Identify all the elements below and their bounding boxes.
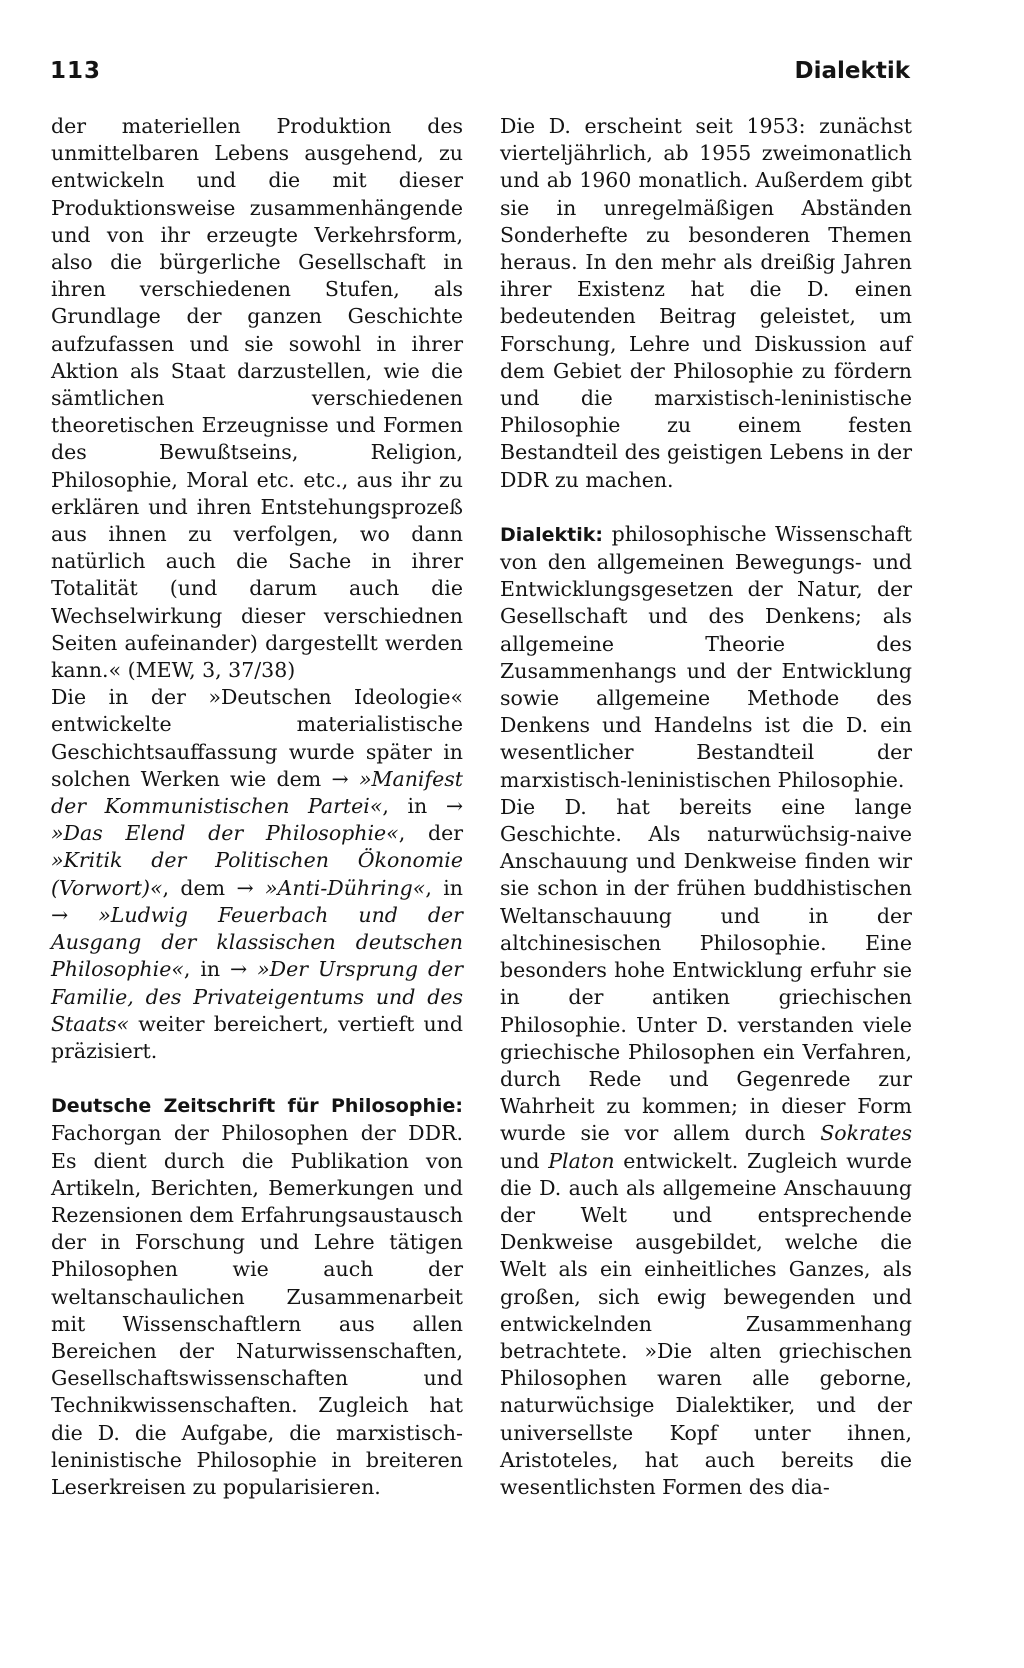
entry-text: Fachorgan der Philosophen der DDR. Es dient durch die Publikation von Artikeln, Berichten, Bemerkungen und Rezensionen dem Erfahrungsaustausch der in Forschung und Lehre tätigen Philosophen wie auch der weltanschaulichen Zusammenarbeit mit Wissenschaftlern aus allen Bereichen der Naturwissenschaften, Gesellschaftswissenschaften und Technikwissenschaften. Zugleich hat die D. die Aufgabe, die marxistisch-leninistische Philosophie in breiteren Leserkreisen zu popularisieren. bbox=[51, 1121, 463, 1499]
text-run: Die D. hat bereits eine lange Geschichte. Als naturwüchsig-naive Anschauung und Denkweise finden wir sie schon in der frühen buddhistischen Weltanschauung und in der altchinesischen Philosophie. Eine besonders hohe Entwicklung erfuhr sie in der antiken griechischen Philosophie. Unter D. verstanden viele griechische Philosophen ein Verfahren, durch Rede und Gegenrede zur Wahrheit zu kommen; in dieser Form wurde sie vor allem durch bbox=[500, 794, 912, 1146]
work-title: »Manifest der Kommunistischen Partei« bbox=[51, 766, 463, 819]
entry-gap bbox=[51, 1065, 463, 1092]
text-run: , in bbox=[183, 957, 221, 982]
running-head: Dialektik bbox=[794, 58, 910, 84]
history-paragraph bbox=[500, 794, 912, 1501]
cross-reference-arrow: → bbox=[51, 902, 69, 927]
entry-headword: Dialektik: bbox=[500, 523, 603, 546]
person-name: Sokrates bbox=[820, 1121, 912, 1146]
entry-deutsche-zeitschrift bbox=[51, 1092, 463, 1501]
text-run: entwickelt. Zugleich wurde die D. auch als allgemeine Anschauung der Welt und entsprechende Denkweise ausgebildet, welche die Welt als ein einheitliches Ganzes, als großen, sich ewig bewegenden und entwickelnden Zusammenhang betrachtete. »Die alten griechischen Philosophen waren alle geborne, naturwüchsige Dialektiker, und der universellste Kopf unter ihnen, Aristoteles, hat auch bereits die wesentlichsten Formen des dia- bbox=[500, 1148, 912, 1499]
work-title: »Kritik der Politischen Ökonomie (Vorwort)« bbox=[51, 848, 463, 900]
work-title: »Der Ursprung der Familie, des Privateigentums und des Staats« bbox=[51, 957, 463, 1036]
paragraph-text: Die D. erscheint seit 1953: zunächst vierteljährlich, ab 1955 zweimonatlich und ab 1960 monatlich. Außerdem gibt sie in unregelmäßigen Abständen Sonderhefte zu besonderen Themen heraus. In den mehr als dreißig Jahren ihrer Existenz hat die D. einen bedeutenden Beitrag geleistet, um Forschung, Lehre und Diskussion auf dem Gebiet der Philosophie zu fördern und die marxistisch-leninistische Philosophie zu einem festen Bestandteil des geistigen Lebens in der DDR zu machen. bbox=[500, 114, 912, 492]
person-name: Platon bbox=[548, 1148, 615, 1173]
dzfp-continuation bbox=[500, 113, 912, 494]
cross-reference-arrow: → bbox=[236, 875, 254, 900]
work-title: »Ludwig Feuerbach und der Ausgang der klassischen deutschen Philosophie« bbox=[51, 902, 463, 982]
work-title: »Das Elend der Philosophie« bbox=[51, 821, 399, 846]
text-run: weiter bereichert, vertieft und präzisiert. bbox=[51, 1011, 463, 1063]
cross-reference-arrow: → bbox=[230, 957, 248, 982]
entry-text: philosophische Wissenschaft von den allgemeinen Bewegungs- und Entwicklungsgesetzen der Natur, der Gesellschaft und des Denkens; als allgemeine Theorie des Zusammenhangs und der Entwicklung sowie allgemeine Methode des Denkens und Handelns ist die D. ein wesentlicher Bestandteil der marxistisch-leninistischen Philosophie. bbox=[500, 521, 912, 792]
cross-reference-arrow: → bbox=[331, 766, 349, 791]
work-title: »Anti-Dühring« bbox=[265, 875, 426, 900]
quote-text: der materiellen Produktion des unmittelbaren Lebens ausgehend, zu entwickeln und die mit dieser Produktionsweise zusammenhängende und von ihr erzeugte Verkehrsform, also die bürgerliche Gesellschaft in ihren verschiedenen Stufen, als Grundlage der ganzen Geschichte aufzufassen und sie sowohl in ihrer Aktion als Staat darzustellen, wie die sämtlichen verschiedenen theoretischen Erzeugnisse und Formen des Bewußtseins, Religion, Philosophie, Moral etc. etc., aus ihr zu erklären und ihren Entstehungsprozeß aus ihnen zu verfolgen, wo dann natürlich auch die Sache in ihrer Totalität (und darum auch die Wechselwirkung dieser verschiednen Seiten aufeinander) dargestellt werden kann.« (MEW, 3, 37/38) bbox=[51, 114, 463, 683]
text-run: , in bbox=[382, 794, 428, 819]
entry-gap bbox=[500, 494, 912, 521]
page-number: 113 bbox=[50, 58, 102, 84]
text-run: , in bbox=[425, 875, 463, 900]
text-run: und bbox=[500, 1148, 540, 1173]
page-header bbox=[50, 58, 910, 88]
text-run: Die in der »Deutschen Ideologie« entwickelte materialistische Geschichtsauffassung wurde später in solchen Werken wie dem bbox=[51, 685, 463, 791]
right-column bbox=[500, 113, 912, 1501]
ideology-paragraph bbox=[51, 684, 463, 1065]
entry-headword: Deutsche Zeitschrift für Philosophie: bbox=[51, 1095, 463, 1118]
left-column bbox=[51, 113, 463, 1501]
text-run: , der bbox=[398, 821, 464, 846]
cross-reference-arrow: → bbox=[445, 794, 463, 819]
entry-dialektik bbox=[500, 521, 912, 794]
quote-continuation bbox=[51, 113, 463, 684]
text-run: , dem bbox=[162, 875, 226, 900]
